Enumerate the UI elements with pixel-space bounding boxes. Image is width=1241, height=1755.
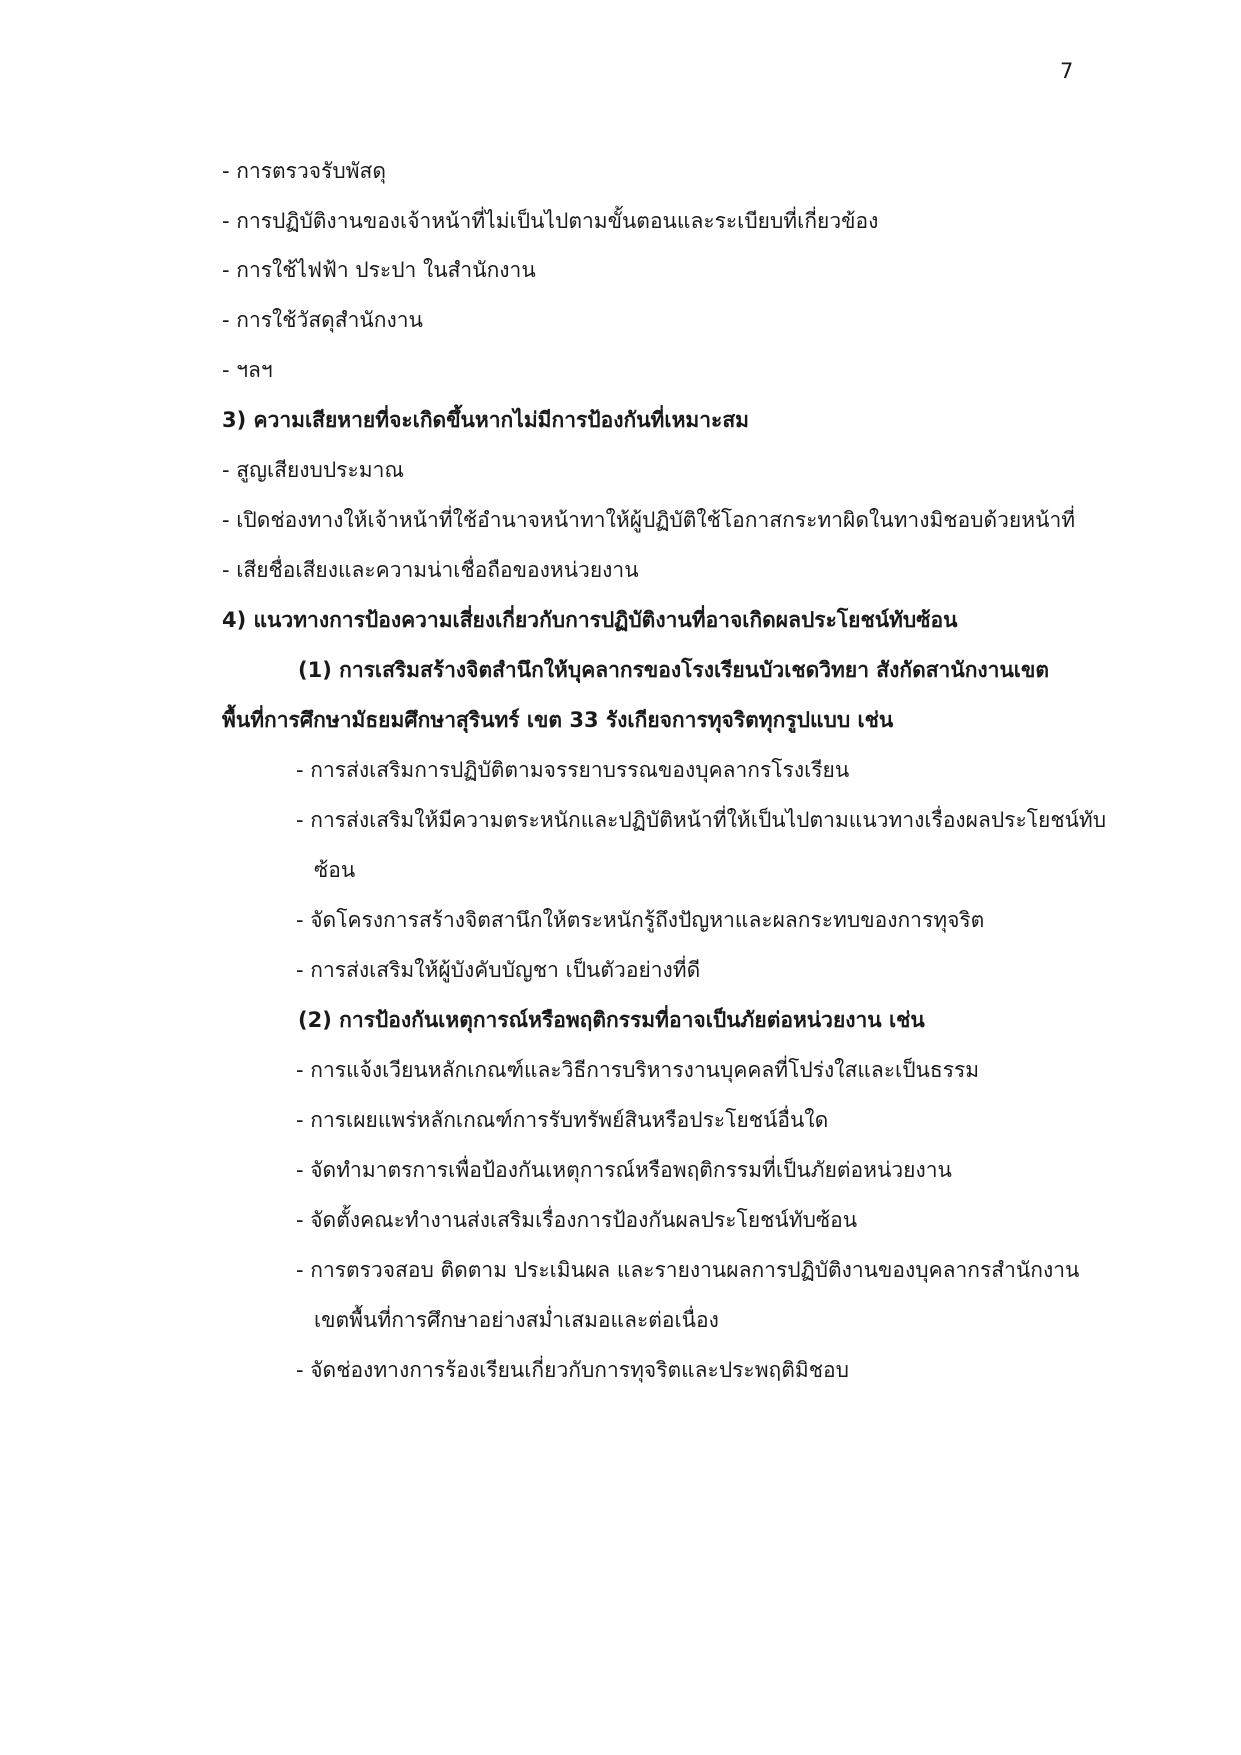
list-item-inspection: - การตรวจรับพัสดุ (222, 159, 386, 183)
list-item-procedure: - การปฏิบัติงานของเจ้าหน้าที่ไม่เป็นไปตามขั้นตอนและระเบียบที่เกี่ยวข้อง (222, 209, 879, 233)
subsection-1-line2: พื้นที่การศึกษามัธยมศึกษาสุรินทร์ เขต 33 รังเกียจการทุจริตทุกรูปแบบ เช่น (222, 708, 894, 732)
section-heading-4: 4) แนวทางการป้องความเสี่ยงเกี่ยวกับการปฏิบัติงานที่อาจเกิดผลประโยชน์ทับซ้อน (222, 608, 958, 632)
list-item-awareness-cont: ซ้อน (314, 858, 356, 882)
list-item-monitoring: - การตรวจสอบ ติดตาม ประเมินผล และรายงานผลการปฏิบัติงานของบุคลากรสำนักงาน (296, 1258, 1080, 1282)
list-item-monitoring-cont: เขตพื้นที่การศึกษาอย่างสม่ำเสมอและต่อเนื่อง (314, 1308, 719, 1332)
list-item-awareness: - การส่งเสริมให้มีความตระหนักและปฏิบัติหน้าที่ให้เป็นไปตามแนวทางเรื่องผลประโยชน์ทับ (296, 808, 1107, 832)
list-item-project: - จัดโครงการสร้างจิตสานึกให้ตระหนักรู้ถึงปัญหาและผลกระทบของการทุจริต (296, 908, 985, 932)
list-item-utilities: - การใช้ไฟฟ้า ประปา ในสำนักงาน (222, 258, 536, 282)
list-item-etc: - ฯลฯ (222, 358, 273, 382)
list-item-office-supplies: - การใช้วัสดุสำนักงาน (222, 308, 423, 332)
page-number: 7 (1060, 59, 1074, 83)
subsection-1-line1: (1) การเสริมสร้างจิตสำนึกให้บุคลากรของโรงเรียนบัวเชดวิทยา สังกัดสานักงานเขต (298, 658, 1049, 682)
subsection-2: (2) การป้องกันเหตุการณ์หรือพฤติกรรมที่อาจเป็นภัยต่อหน่วยงาน เช่น (298, 1008, 925, 1032)
list-item-measures: - จัดทำมาตรการเพื่อป้องกันเหตุการณ์หรือพฤติกรรมที่เป็นภัยต่อหน่วยงาน (296, 1158, 952, 1182)
list-item-hr-criteria: - การแจ้งเวียนหลักเกณฑ์และวิธีการบริหารงานบุคคลที่โปร่งใสและเป็นธรรม (296, 1058, 980, 1082)
list-item-committee: - จัดตั้งคณะทำงานส่งเสริมเรื่องการป้องกันผลประโยชน์ทับซ้อน (296, 1208, 858, 1232)
list-item-budget-loss: - สูญเสียงบประมาณ (222, 458, 404, 482)
list-item-reputation: - เสียชื่อเสียงและความน่าเชื่อถือของหน่วยงาน (222, 558, 639, 582)
list-item-ethics: - การส่งเสริมการปฏิบัติตามจรรยาบรรณของบุคลากรโรงเรียน (296, 758, 850, 782)
section-heading-3: 3) ความเสียหายที่จะเกิดขึ้นหากไม่มีการป้องกันที่เหมาะสม (222, 408, 749, 432)
list-item-leadership: - การส่งเสริมให้ผู้บังคับบัญชา เป็นตัวอย่างที่ดี (296, 958, 701, 982)
list-item-abuse-of-power: - เปิดช่องทางให้เจ้าหน้าที่ใช้อำนาจหน้าทาให้ผู้ปฏิบัติใช้โอกาสกระทาผิดในทางมิชอบด้วยหน้าที่ (222, 508, 1076, 532)
list-item-complaints: - จัดช่องทางการร้องเรียนเกี่ยวกับการทุจริตและประพฤติมิชอบ (296, 1358, 849, 1382)
list-item-gifts: - การเผยแพร่หลักเกณฑ์การรับทรัพย์สินหรือประโยชน์อื่นใด (296, 1108, 829, 1132)
